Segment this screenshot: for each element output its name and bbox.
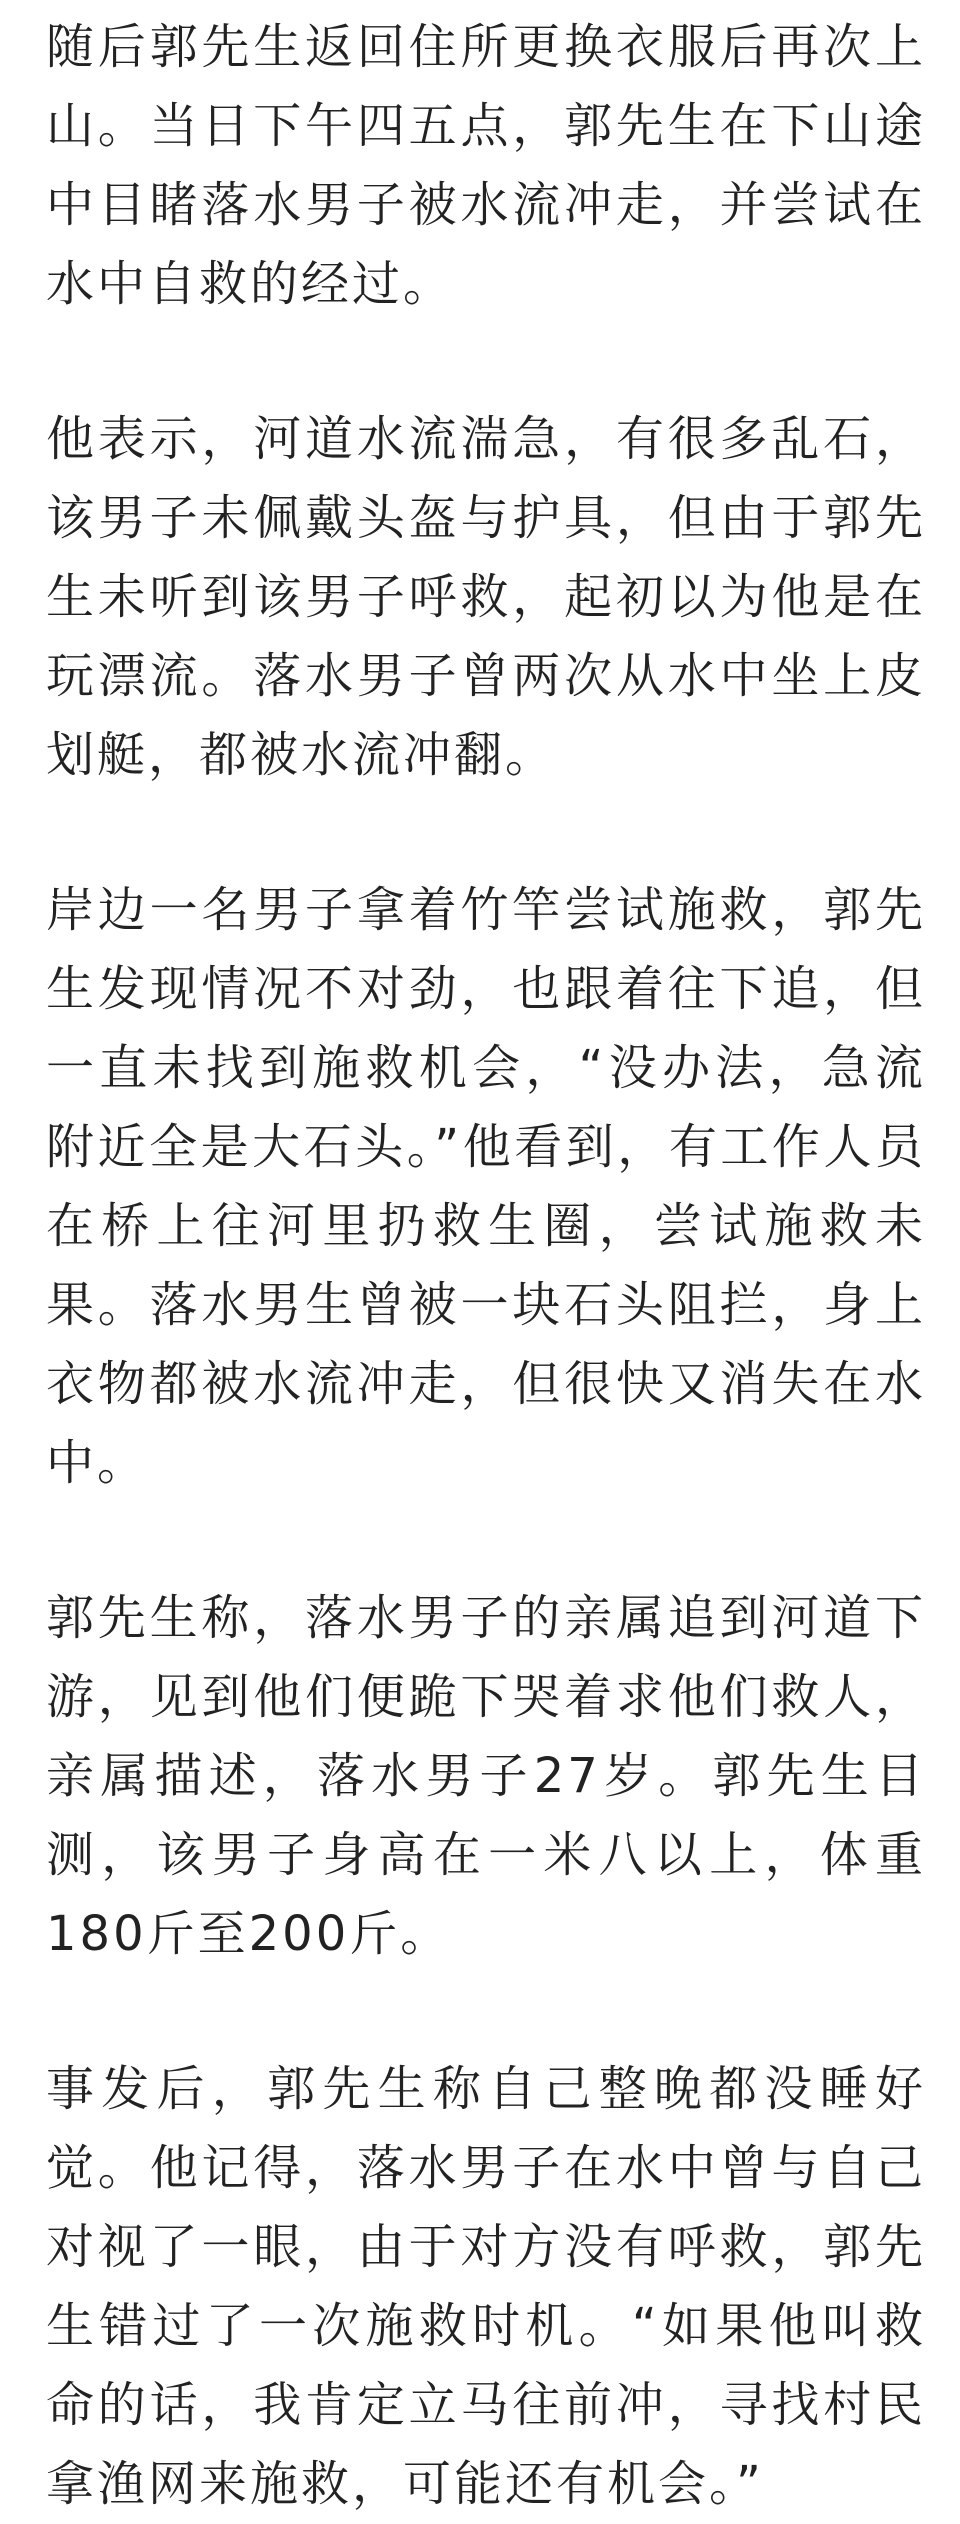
article-paragraph: 随后郭先生返回住所更换衣服后再次上山。当日下午四五点，郭先生在下山途中目睹落水男子被水流冲走，并尝试在水中自救的经过。 <box>46 19 926 312</box>
article-paragraph: 岸边一名男子拿着竹竿尝试施救，郭先生发现情况不对劲，也跟着往下追，但一直未找到施救机会，“没办法，急流附近全是大石头。”他看到，有工作人员在桥上往河里扔救生圈，尝试施救未果。落水男生曾被一块石头阻拦，身上衣物都被水流冲走，但很快又消失在水中。 <box>46 882 926 1491</box>
article-paragraph: 郭先生称，落水男子的亲属追到河道下游，见到他们便跪下哭着求他们救人，亲属描述，落水男子27岁。郭先生目测，该男子身高在一米八以上，体重180斤至200斤。 <box>46 1590 926 1962</box>
article-paragraph: 事发后，郭先生称自己整晚都没睡好觉。他记得，落水男子在水中曾与自己对视了一眼，由于对方没有呼救，郭先生错过了一次施救时机。“如果他叫救命的话，我肯定立马往前冲，寻找村民拿渔网来施救，可能还有机会。” <box>46 2061 926 2512</box>
article-paragraph: 他表示，河道水流湍急，有很多乱石，该男子未佩戴头盔与护具，但由于郭先生未听到该男子呼救，起初以为他是在玩漂流。落水男子曾两次从水中坐上皮划艇，都被水流冲翻。 <box>46 411 926 783</box>
